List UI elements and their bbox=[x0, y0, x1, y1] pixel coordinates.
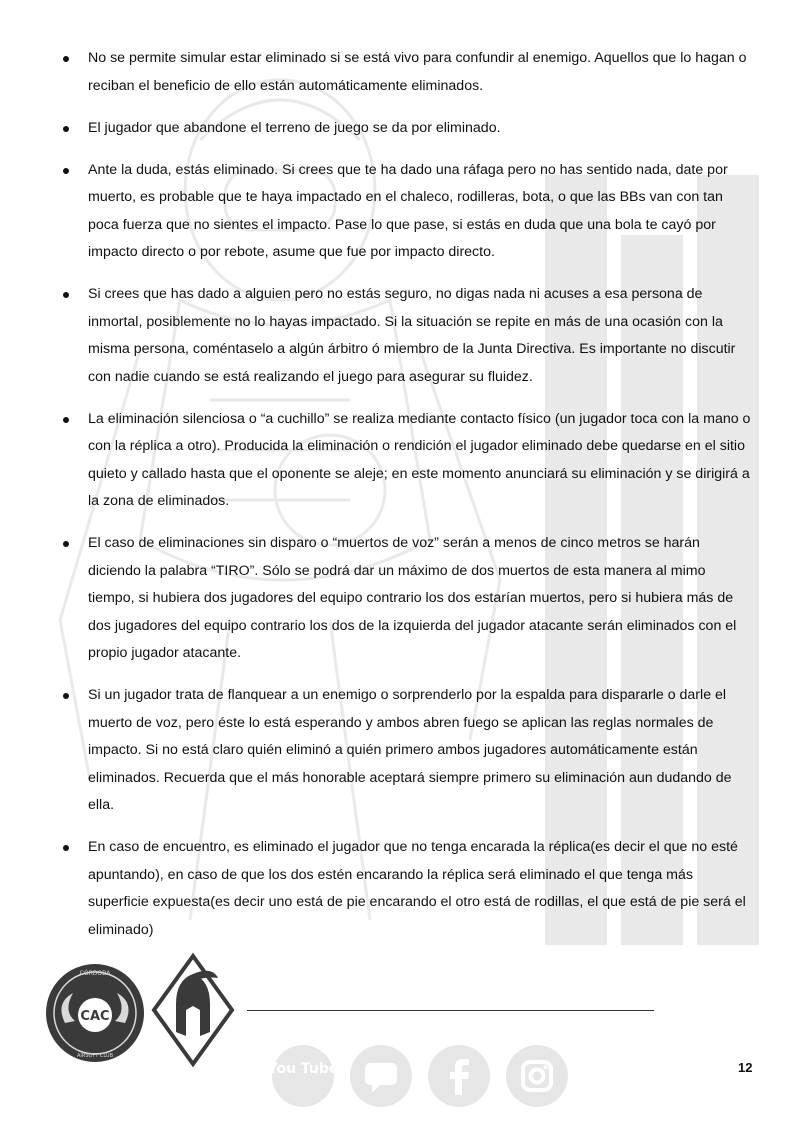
page-footer bbox=[0, 950, 800, 1131]
spartan-helmet-logo-icon bbox=[152, 954, 234, 1066]
logo-bottom-text: AIRSOFT CLUB bbox=[76, 1053, 114, 1059]
youtube-icon bbox=[267, 1045, 339, 1107]
instagram-icon bbox=[506, 1045, 568, 1107]
bullet-icon bbox=[63, 693, 69, 699]
rule-text: Si un jugador trata de flanquear a un enemigo o sorprenderlo por la espalda para dispararle o darle el muerto de voz, pero éste lo está esperando y ambos abren fuego se aplican las reglas normales de impacto. Si no está claro quién eliminó a quién primero ambos jugadores automáticamente están eliminados. Recuerda que el más honorable aceptará siempre primero su eliminación aun dudando de ella. bbox=[88, 687, 732, 813]
rule-text: El caso de eliminaciones sin disparo o “muertos de voz” serán a menos de cinco metros se harán diciendo la palabra “TIRO”. Sólo se podrá dar un máximo de dos muertos de esta manera al mimo tiempo, si hubiera dos jugadores del equipo contrario los dos estarían muertos, pero si hubiera más de dos jugadores del equipo contrario los dos de la izquierda del jugador atacante serán eliminados con el propio jugador atacante. bbox=[88, 535, 737, 661]
rule-text: No se permite simular estar eliminado si se está vivo para confundir al enemigo. Aquellos que lo hagan o reciban el beneficio de ello están automáticamente eliminados. bbox=[88, 50, 747, 94]
logo-letters: CAC bbox=[80, 1009, 110, 1024]
signature-line bbox=[247, 1010, 654, 1011]
rule-text: En caso de encuentro, es eliminado el jugador que no tenga encarada la réplica(es decir el que no esté apuntando), en caso de que los dos estén encarando la réplica será eliminado el que tenga más superficie expuesta(es decir uno está de pie encarando el otro está de rodillas, el que está de pie será el eliminado) bbox=[88, 839, 746, 938]
bullet-icon bbox=[63, 541, 69, 547]
bullet-icon bbox=[63, 845, 69, 851]
rule-text: El jugador que abandone el terreno de juego se da por eliminado. bbox=[88, 119, 501, 136]
rule-item bbox=[60, 115, 755, 143]
rules-list bbox=[60, 45, 755, 959]
bullet-icon bbox=[63, 56, 69, 62]
rule-item bbox=[60, 682, 755, 820]
rule-text: Ante la duda, estás eliminado. Si crees que te ha dado una ráfaga pero no has sentido nada, date por muerto, es probable que te haya impactado en el chaleco, rodilleras, bota, o que las BBs van con tan poca fuerza que no sientes el impacto. Pase lo que pase, si estás en duda que una bola te cayó por impacto directo o por rebote, asume que fue por impacto directo. bbox=[88, 161, 728, 260]
rule-text: Si crees que has dado a alguien pero no estás seguro, no digas nada ni acuses a esa persona de inmortal, posiblemente no lo hayas impactado. Si la situación se repite en más de una ocasión con la misma persona, coméntaselo a algún árbitro ó miembro de la Junta Directiva. Es importante no discutir con nadie cuando se está realizando el juego para asegurar su fluidez. bbox=[88, 286, 736, 385]
rule-item bbox=[60, 530, 755, 668]
bullet-icon bbox=[63, 168, 69, 174]
logo-top-text: CÓRDOBA bbox=[79, 970, 111, 977]
rule-item bbox=[60, 45, 755, 100]
bullet-icon bbox=[63, 292, 69, 298]
bullet-icon bbox=[63, 417, 69, 423]
rule-item bbox=[60, 834, 755, 944]
chat-icon bbox=[350, 1045, 412, 1107]
cac-club-logo-icon bbox=[45, 963, 145, 1063]
rule-text: La eliminación silenciosa o “a cuchillo” se realiza mediante contacto físico (un jugador toca con la mano o con la réplica a otro). Producida la eliminación o rendición el jugador eliminado debe quedarse en el sitio quieto y callado hasta que el oponente se aleje; en este momento anunciará su eliminación y se dirigirá a la zona de eliminados. bbox=[88, 410, 751, 509]
facebook-icon bbox=[428, 1045, 490, 1107]
rule-item bbox=[60, 281, 755, 391]
rule-item bbox=[60, 406, 755, 516]
page-number: 12 bbox=[738, 1060, 753, 1075]
youtube-icon-text: You Tube bbox=[267, 1061, 339, 1077]
social-icons bbox=[267, 1045, 562, 1111]
bullet-icon bbox=[63, 126, 69, 132]
rule-item bbox=[60, 157, 755, 267]
